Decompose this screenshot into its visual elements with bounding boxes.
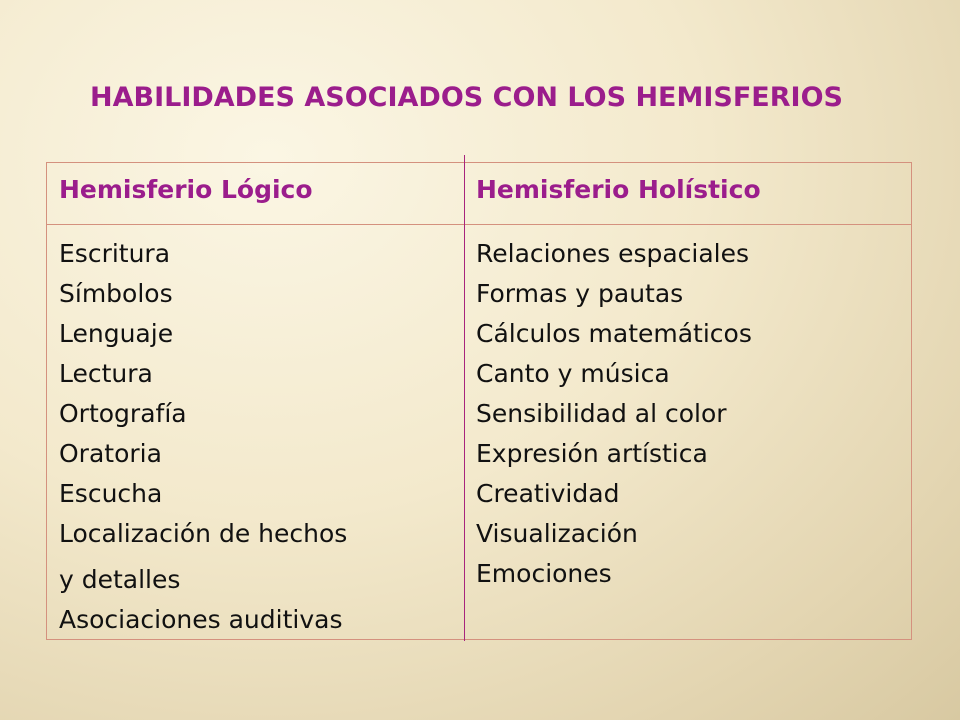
list-item: Ortografía <box>59 399 187 428</box>
list-item: Símbolos <box>59 279 173 308</box>
list-item: Lectura <box>59 359 153 388</box>
list-item: Sensibilidad al color <box>476 399 727 428</box>
list-item: Escucha <box>59 479 163 508</box>
list-item: Canto y música <box>476 359 670 388</box>
column-divider <box>464 155 465 641</box>
list-item: Emociones <box>476 559 612 588</box>
holistic-skills-list <box>476 234 752 594</box>
list-item: Escritura <box>59 239 171 268</box>
list-item: Formas y pautas <box>476 279 684 308</box>
list-item: Lenguaje <box>59 319 174 348</box>
header-holistic-hemisphere: Hemisferio Holístico <box>476 175 761 204</box>
list-item: Relaciones espaciales <box>476 239 750 268</box>
header-logical-hemisphere: Hemisferio Lógico <box>59 175 313 204</box>
list-item: Creatividad <box>476 479 620 508</box>
header-divider <box>46 224 912 225</box>
list-item: Cálculos matemáticos <box>476 319 752 348</box>
list-item: Asociaciones auditivas <box>59 605 343 634</box>
list-item: y detalles <box>59 565 181 594</box>
logical-skills-list <box>59 234 347 640</box>
list-item: Oratoria <box>59 439 162 468</box>
list-item: Localización de hechos <box>59 519 348 548</box>
list-item: Expresión artística <box>476 439 708 468</box>
slide-title: HABILIDADES ASOCIADOS CON LOS HEMISFERIOS <box>90 82 843 113</box>
list-item: Visualización <box>476 519 638 548</box>
